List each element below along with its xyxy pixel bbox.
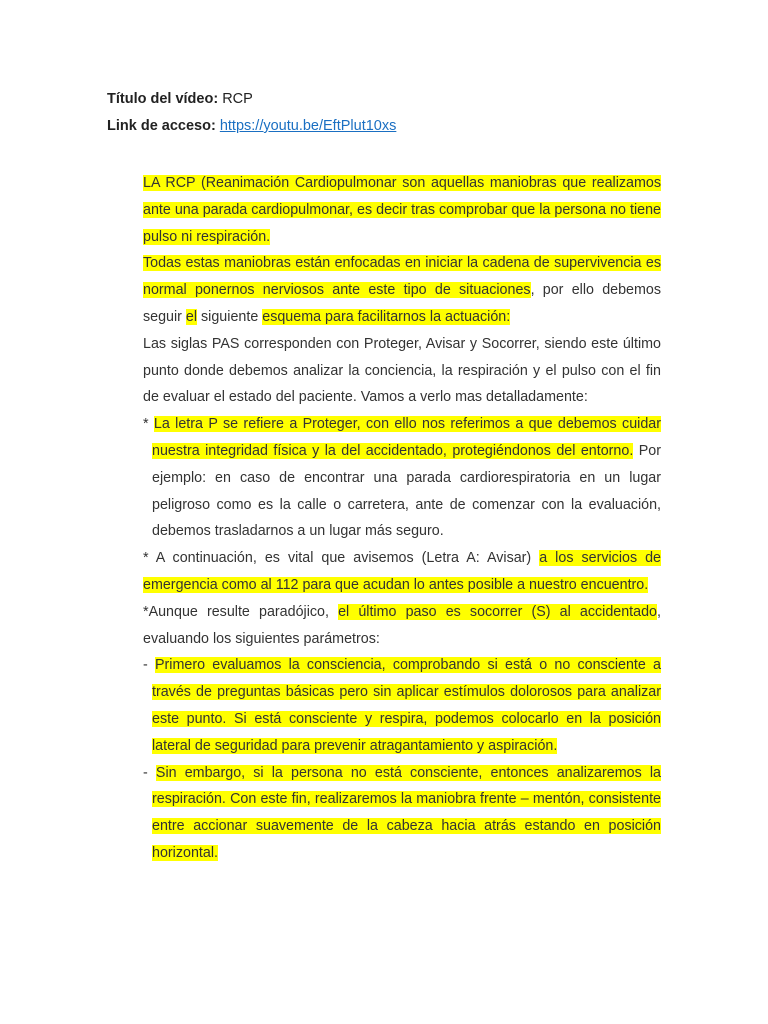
highlighted-text: Todas estas maniobras están enfocadas en iniciar la cadena de supervivencia es normal ponernos nerviosos ante este tipo de situaciones [143,255,661,299]
paragraph-pas [143,331,661,411]
document-body [143,170,661,867]
bullet-proteger [143,411,661,545]
bullet-avisar [143,545,661,599]
video-title-line [107,91,253,107]
dash-item-consciencia [143,652,661,759]
highlighted-text: el último paso es socorrer (S) al accidentado [338,603,658,620]
highlighted-text: esquema para facilitarnos la actuación: [262,308,511,325]
paragraph-rcp-definition [143,170,661,250]
plain-text: Las siglas PAS corresponden con Proteger, Avisar y Socorrer, siendo este último punto donde debemos analizar la conciencia, la respiración y el pulso con el fin de evaluar el estado del paciente. Vamos a verlo mas detalladamente: [143,335,661,406]
highlighted-text: La letra P se refiere a Proteger, con ello nos referimos a que debemos cuidar nuestra integridad física y la del accidentado, protegiéndonos del entorno. [152,416,661,459]
bullet-marker: * [143,416,154,433]
access-link[interactable]: https://youtu.be/EftPlut10xs [219,118,397,134]
plain-text: *Aunque resulte paradójico, [143,603,339,620]
plain-text: siguiente [197,308,263,325]
plain-text: , evaluando los siguientes parámetros: [143,603,661,647]
highlighted-text: LA RCP (Reanimación Cardiopulmonar son aquellas maniobras que realizamos ante una parada cardiopulmonar, es decir tras comprobar que la persona no tiene pulso ni respiración. [143,175,661,245]
plain-text: * A continuación, es vital que avisemos (Letra A: Avisar) [143,550,540,567]
plain-text: Por ejemplo: en caso de encontrar una parada cardiorespiratoria en un lugar peligroso como es la calle o carretera, ante de comenzar con la evaluación, debemos trasladarnos a un lugar más seguro. [152,442,661,540]
video-title-value: RCP [222,91,253,107]
highlighted-text: el [185,308,198,325]
dash-marker: - [143,657,155,674]
video-title-label: Título del vídeo: [107,91,219,107]
bullet-socorrer [143,599,661,653]
dash-item-respiracion [143,760,661,867]
access-link-label: Link de acceso: [107,118,216,134]
highlighted-text: Sin embargo, si la persona no está consciente, entonces analizaremos la respiración. Con este fin, realizaremos la maniobra frente – mentón, consistente entre accionar suavemente de la cabeza hacia atrás estando en posición horizontal. [152,764,661,861]
highlighted-text: a los servicios de emergencia como al 112 para que acudan lo antes posible a nuestro encuentro. [143,550,662,593]
access-link-line [107,118,396,134]
paragraph-maniobras [143,250,661,330]
plain-text: , por ello debemos seguir [143,282,662,325]
dash-marker: - [143,764,156,781]
highlighted-text: Primero evaluamos la consciencia, comprobando si está o no consciente a través de preguntas básicas pero sin aplicar estímulos dolorosos para analizar este punto. Si está consciente y respira, podemos colocarlo en la posición lateral de seguridad para prevenir atragantamiento y aspiración. [152,657,662,754]
